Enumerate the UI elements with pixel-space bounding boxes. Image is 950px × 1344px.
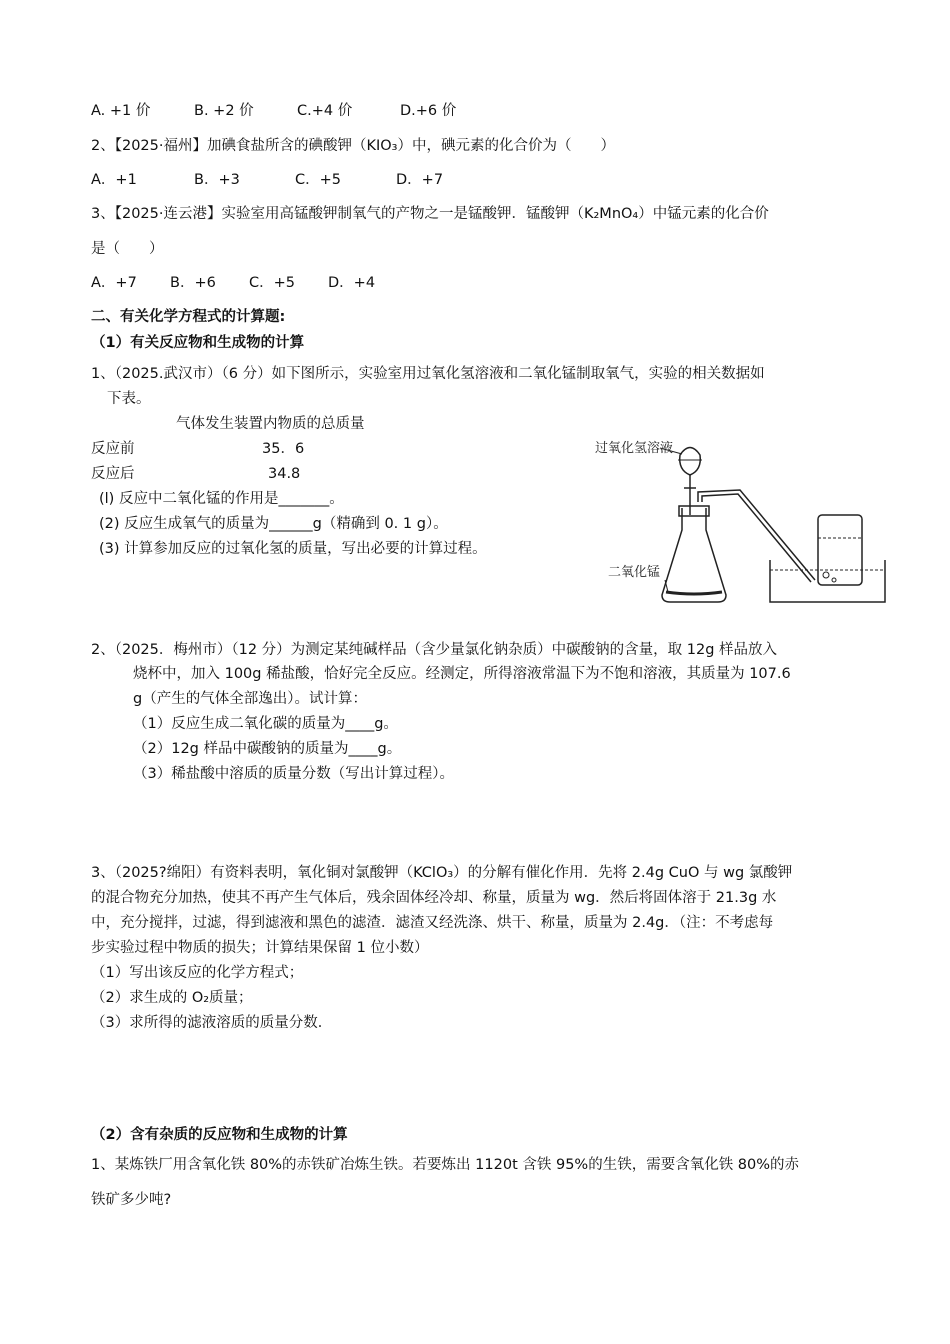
q3-option-a: A．+7 (91, 275, 137, 291)
p1-row2-label: 反应后 (91, 466, 135, 482)
p1-line2: 下表。 (107, 391, 151, 407)
q1-option-a: A. +1 价 (91, 103, 151, 119)
p3-question1: （1）写出该反应的化学方程式； (91, 965, 304, 981)
section2-title: 二、有关化学方程式的计算题: (91, 309, 286, 325)
p2-line1: 2、（2025．梅州市）（12 分）为测定某纯碱样品（含少量氯化钠杂质）中碳酸钠的含量，取 12g 样品放入 (91, 642, 778, 658)
p1-question2: (2) 反应生成氧气的质量为______g（精确到 0. 1 g）。 (99, 516, 448, 532)
p1-question3: (3) 计算参加反应的过氧化氢的质量，写出必要的计算过程。 (99, 541, 487, 557)
p1-row2-value: 34.8 (268, 466, 301, 482)
section2-sub1: （1）有关反应物和生成物的计算 (91, 335, 305, 351)
figure-label-top: 过氧化氢溶液 (595, 441, 674, 456)
p1-question1: (l) 反应中二氧化锰的作用是_______。 (99, 491, 344, 507)
q3-option-c: C．+5 (249, 275, 295, 291)
p2-line3: g（产生的气体全部逸出）。试计算： (133, 691, 367, 707)
p1-row1-value: 35．6 (262, 441, 305, 457)
q3-stem-line1: 3、【2025·连云港】实验室用高锰酸钾制氧气的产物之一是锰酸钾．锰酸钾（K₂MnO₄）中锰元素的化合价 (91, 206, 769, 222)
p3-line2: 的混合物充分加热，使其不再产生气体后，残余固体经冷却、称量，质量为 wg．然后将固体溶于 21.3g 水 (91, 890, 777, 906)
p3-line1: 3、（2025?绵阳）有资料表明，氧化铜对氯酸钾（KClO₃）的分解有催化作用．先将 2.4g CuO 与 wg 氯酸钾 (91, 865, 793, 881)
p2-question2: （2）12g 样品中碳酸钠的质量为____g。 (133, 741, 402, 757)
apparatus-figure (590, 430, 890, 610)
p3-question3: （3）求所得的滤液溶质的质量分数． (91, 1015, 333, 1031)
q2-options (91, 170, 443, 190)
q1-option-c: C.+4 价 (297, 103, 353, 119)
q2-option-a: A．+1 (91, 172, 137, 188)
q1-option-d: D.+6 价 (400, 103, 457, 119)
q3-options (91, 273, 375, 293)
p4-line1: 1、某炼铁厂用含氧化铁 80%的赤铁矿冶炼生铁。若要炼出 1120t 含铁 95%的生铁，需要含氧化铁 80%的赤 (91, 1157, 800, 1173)
q2-stem: 2、【2025·福州】加碘食盐所含的碘酸钾（KIO₃）中，碘元素的化合价为（ ） (91, 138, 615, 154)
q3-stem-line2: 是（ ） (91, 241, 164, 257)
q3-option-d: D．+4 (328, 275, 376, 291)
p1-line1: 1、（2025.武汉市）（6 分）如下图所示，实验室用过氧化氢溶液和二氧化锰制取氧气，实验的相关数据如 (91, 366, 765, 382)
p3-line4: 步实验过程中物质的损失；计算结果保留 1 位小数） (91, 940, 429, 956)
p3-line3: 中，充分搅拌，过滤，得到滤液和黑色的滤渣．滤渣又经洗涤、烘干、称量，质量为 2.4g．（注：不考虑每 (91, 915, 774, 931)
q1-option-b: B. +2 价 (194, 103, 254, 119)
p2-line2: 烧杯中，加入 100g 稀盐酸，恰好完全反应。经测定，所得溶液常温下为不饱和溶液，其质量为 107.6 (133, 666, 791, 682)
q2-option-d: D．+7 (396, 172, 444, 188)
figure-label-bottom: 二氧化锰 (608, 565, 661, 580)
q3-option-b: B．+6 (170, 275, 216, 291)
p2-question3: （3）稀盐酸中溶质的质量分数（写出计算过程）。 (133, 766, 454, 782)
q2-option-c: C．+5 (295, 172, 341, 188)
p2-question1: （1）反应生成二氧化碳的质量为____g。 (133, 716, 398, 732)
p3-question2: （2）求生成的 O₂质量； (91, 990, 253, 1006)
q2-option-b: B．+3 (194, 172, 240, 188)
p4-line2: 铁矿多少吨? (91, 1192, 172, 1208)
p1-row1-label: 反应前 (91, 441, 135, 457)
section2-sub2: （2）含有杂质的反应物和生成物的计算 (91, 1127, 348, 1143)
p1-table-header: 气体发生装置内物质的总质量 (176, 416, 365, 432)
q1-options (91, 101, 456, 121)
